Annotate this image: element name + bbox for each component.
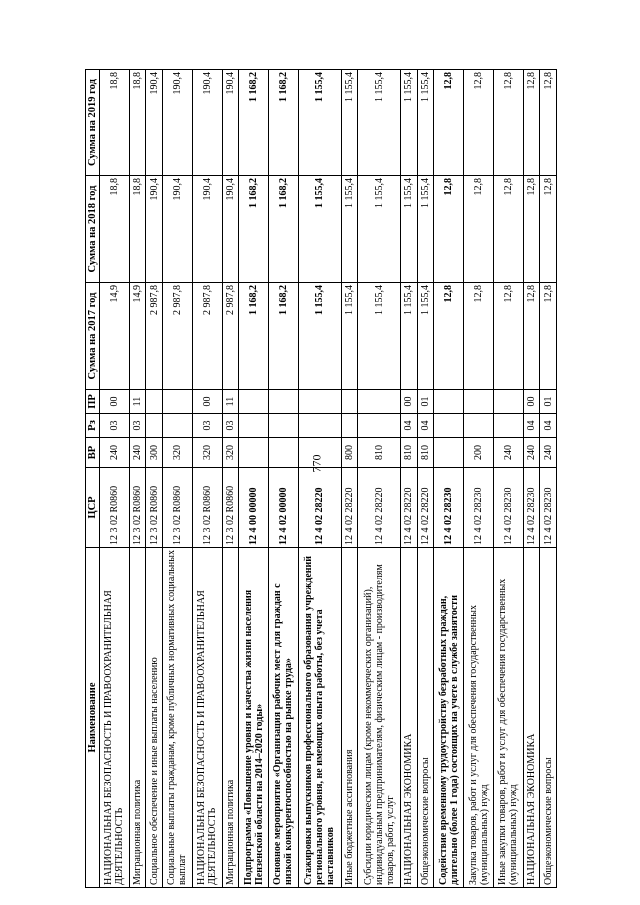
cell-csr: 12 3 02 R0860 bbox=[163, 468, 193, 548]
cell-sum-2018: 18,8 bbox=[129, 176, 146, 283]
table-row bbox=[268, 70, 298, 888]
cell-csr: 12 4 02 28230 bbox=[523, 468, 540, 548]
cell-pr bbox=[358, 390, 401, 414]
cell-csr: 12 3 02 R0860 bbox=[146, 468, 163, 548]
cell-sum-2017: 12,8 bbox=[540, 283, 557, 390]
cell-name: Подпрограмма «Повышение уровня и качества жизни населения Пензенской области на 2014–2020 годы» bbox=[239, 548, 269, 888]
cell-vr: 810 bbox=[417, 438, 434, 468]
cell-sum-2018: 1 155,4 bbox=[401, 176, 418, 283]
cell-name: Миграционная политика bbox=[129, 548, 146, 888]
cell-vr: 300 bbox=[146, 438, 163, 468]
cell-name: Закупка товаров, работ и услуг для обеспечения государственных (муниципальных) нужд bbox=[464, 548, 494, 888]
cell-sum-2017: 12,8 bbox=[464, 283, 494, 390]
cell-rz: 04 bbox=[540, 414, 557, 438]
cell-pr bbox=[268, 390, 298, 414]
cell-sum-2018: 12,8 bbox=[464, 176, 494, 283]
cell-sum-2017: 1 155,4 bbox=[417, 283, 434, 390]
cell-vr bbox=[239, 438, 269, 468]
cell-sum-2017: 1 155,4 bbox=[358, 283, 401, 390]
cell-pr: 00 bbox=[100, 390, 130, 414]
cell-sum-2018: 190,4 bbox=[222, 176, 239, 283]
cell-pr bbox=[146, 390, 163, 414]
cell-sum-2018: 1 168,2 bbox=[239, 176, 269, 283]
cell-name: Социальные выплаты гражданам, кроме публичных нормативных социальных выплат bbox=[163, 548, 193, 888]
cell-sum-2018: 12,8 bbox=[523, 176, 540, 283]
cell-rz bbox=[146, 414, 163, 438]
table-header-row bbox=[86, 70, 100, 888]
cell-pr: 01 bbox=[540, 390, 557, 414]
cell-pr bbox=[239, 390, 269, 414]
header-sum-2019: Сумма на 2019 год bbox=[86, 70, 100, 176]
cell-sum-2017: 2 987,8 bbox=[192, 283, 222, 390]
budget-table bbox=[85, 69, 557, 888]
cell-sum-2018: 12,8 bbox=[540, 176, 557, 283]
cell-sum-2019: 18,8 bbox=[100, 70, 130, 176]
header-pr: ПР bbox=[86, 390, 100, 414]
cell-sum-2018: 18,8 bbox=[100, 176, 130, 283]
cell-sum-2018: 190,4 bbox=[192, 176, 222, 283]
cell-vr: 200 bbox=[464, 438, 494, 468]
table-row bbox=[434, 70, 464, 888]
cell-sum-2017: 1 155,4 bbox=[298, 283, 341, 390]
cell-name: Стажировки выпускников профессионального образования учреждений регионального уровня, не имеющих опыта работы, без учета наставников bbox=[298, 548, 341, 888]
cell-sum-2018: 190,4 bbox=[163, 176, 193, 283]
header-sum-2018: Сумма на 2018 год bbox=[86, 176, 100, 283]
table-row bbox=[163, 70, 193, 888]
table-row bbox=[523, 70, 540, 888]
cell-name: Субсидии юридическим лицам (кроме некоммерческих организаций), индивидуальным предпринимателям, физическим лицам - производителям товаров, работ, услуг bbox=[358, 548, 401, 888]
cell-csr: 12 3 02 R0860 bbox=[192, 468, 222, 548]
cell-rz bbox=[358, 414, 401, 438]
table-row bbox=[239, 70, 269, 888]
cell-rz: 04 bbox=[523, 414, 540, 438]
cell-sum-2017: 14,9 bbox=[100, 283, 130, 390]
table-row bbox=[358, 70, 401, 888]
cell-rz: 03 bbox=[222, 414, 239, 438]
cell-sum-2019: 12,8 bbox=[523, 70, 540, 176]
cell-vr: 320 bbox=[222, 438, 239, 468]
header-name: Наименование bbox=[86, 548, 100, 888]
cell-sum-2017: 12,8 bbox=[493, 283, 523, 390]
cell-sum-2018: 1 168,2 bbox=[268, 176, 298, 283]
cell-csr: 12 4 00 00000 bbox=[239, 468, 269, 548]
table-row bbox=[298, 70, 341, 888]
cell-vr: 240 bbox=[100, 438, 130, 468]
cell-sum-2019: 1 168,2 bbox=[268, 70, 298, 176]
cell-pr: 11 bbox=[129, 390, 146, 414]
cell-name: Социальное обеспечение и иные выплаты населению bbox=[146, 548, 163, 888]
cell-name: Иные закупки товаров, работ и услуг для обеспечения государственных (муниципальных) нужд bbox=[493, 548, 523, 888]
cell-name: Общеэкономические вопросы bbox=[540, 548, 557, 888]
cell-sum-2017: 1 155,4 bbox=[401, 283, 418, 390]
table-row bbox=[129, 70, 146, 888]
cell-sum-2019: 12,8 bbox=[464, 70, 494, 176]
cell-pr bbox=[464, 390, 494, 414]
cell-rz: 04 bbox=[401, 414, 418, 438]
cell-pr: 00 bbox=[523, 390, 540, 414]
cell-pr bbox=[434, 390, 464, 414]
cell-vr: 320 bbox=[163, 438, 193, 468]
header-sum-2017: Сумма на 2017 год bbox=[86, 283, 100, 390]
table-row bbox=[464, 70, 494, 888]
cell-rz bbox=[434, 414, 464, 438]
cell-sum-2017: 1 155,4 bbox=[341, 283, 358, 390]
cell-rz bbox=[493, 414, 523, 438]
cell-sum-2018: 1 155,4 bbox=[341, 176, 358, 283]
cell-sum-2019: 1 155,4 bbox=[417, 70, 434, 176]
table-row bbox=[493, 70, 523, 888]
cell-sum-2017: 2 987,8 bbox=[222, 283, 239, 390]
cell-sum-2017: 2 987,8 bbox=[163, 283, 193, 390]
cell-csr: 12 3 02 R0860 bbox=[100, 468, 130, 548]
cell-sum-2018: 12,8 bbox=[434, 176, 464, 283]
cell-sum-2019: 1 168,2 bbox=[239, 70, 269, 176]
cell-vr bbox=[268, 438, 298, 468]
cell-sum-2019: 1 155,4 bbox=[298, 70, 341, 176]
cell-rz bbox=[298, 414, 341, 438]
cell-sum-2019: 18,8 bbox=[129, 70, 146, 176]
cell-rz: 04 bbox=[417, 414, 434, 438]
cell-vr bbox=[434, 438, 464, 468]
cell-name: Миграционная политика bbox=[222, 548, 239, 888]
page-number: 770 bbox=[309, 454, 324, 473]
cell-rz: 03 bbox=[192, 414, 222, 438]
cell-vr: 240 bbox=[493, 438, 523, 468]
header-vr: ВР bbox=[86, 438, 100, 468]
table-row bbox=[192, 70, 222, 888]
cell-csr: 12 3 02 R0860 bbox=[129, 468, 146, 548]
header-rz: Рз bbox=[86, 414, 100, 438]
cell-csr: 12 4 02 28220 bbox=[401, 468, 418, 548]
cell-sum-2019: 12,8 bbox=[434, 70, 464, 176]
cell-name: Содействие временному трудоустройству безработных граждан, длительно (более 1 года) состоящих на учете в службе занятости bbox=[434, 548, 464, 888]
cell-name: НАЦИОНАЛЬНАЯ БЕЗОПАСНОСТЬ И ПРАВООХРАНИТЕЛЬНАЯ ДЕЯТЕЛЬНОСТЬ bbox=[192, 548, 222, 888]
cell-sum-2017: 12,8 bbox=[434, 283, 464, 390]
table-row bbox=[146, 70, 163, 888]
cell-sum-2019: 190,4 bbox=[192, 70, 222, 176]
cell-sum-2019: 1 155,4 bbox=[358, 70, 401, 176]
cell-pr: 11 bbox=[222, 390, 239, 414]
cell-pr: 01 bbox=[417, 390, 434, 414]
cell-vr: 240 bbox=[540, 438, 557, 468]
cell-vr: 320 bbox=[192, 438, 222, 468]
cell-sum-2018: 190,4 bbox=[146, 176, 163, 283]
cell-sum-2019: 12,8 bbox=[540, 70, 557, 176]
cell-name: НАЦИОНАЛЬНАЯ БЕЗОПАСНОСТЬ И ПРАВООХРАНИТЕЛЬНАЯ ДЕЯТЕЛЬНОСТЬ bbox=[100, 548, 130, 888]
cell-vr: 810 bbox=[401, 438, 418, 468]
cell-sum-2017: 1 168,2 bbox=[268, 283, 298, 390]
cell-sum-2019: 1 155,4 bbox=[341, 70, 358, 176]
cell-vr: 240 bbox=[129, 438, 146, 468]
cell-csr: 12 4 02 28220 bbox=[358, 468, 401, 548]
cell-pr bbox=[493, 390, 523, 414]
budget-table-container bbox=[85, 70, 557, 888]
header-csr: ЦСР bbox=[86, 468, 100, 548]
cell-pr bbox=[298, 390, 341, 414]
cell-sum-2018: 12,8 bbox=[493, 176, 523, 283]
table-row bbox=[417, 70, 434, 888]
table-row bbox=[341, 70, 358, 888]
table-body bbox=[100, 70, 557, 888]
cell-sum-2019: 12,8 bbox=[493, 70, 523, 176]
table-row bbox=[401, 70, 418, 888]
cell-pr: 00 bbox=[401, 390, 418, 414]
cell-rz bbox=[163, 414, 193, 438]
cell-rz bbox=[464, 414, 494, 438]
cell-sum-2018: 1 155,4 bbox=[417, 176, 434, 283]
cell-rz bbox=[239, 414, 269, 438]
cell-csr: 12 4 02 00000 bbox=[268, 468, 298, 548]
cell-sum-2017: 12,8 bbox=[523, 283, 540, 390]
cell-rz bbox=[341, 414, 358, 438]
cell-csr: 12 4 02 28220 bbox=[298, 468, 341, 548]
cell-sum-2018: 1 155,4 bbox=[298, 176, 341, 283]
cell-csr: 12 4 02 28220 bbox=[341, 468, 358, 548]
cell-csr: 12 4 02 28220 bbox=[417, 468, 434, 548]
cell-name: НАЦИОНАЛЬНАЯ ЭКОНОМИКА bbox=[523, 548, 540, 888]
cell-name: Иные бюджетные ассигнования bbox=[341, 548, 358, 888]
cell-name: НАЦИОНАЛЬНАЯ ЭКОНОМИКА bbox=[401, 548, 418, 888]
cell-sum-2019: 190,4 bbox=[163, 70, 193, 176]
table-row bbox=[540, 70, 557, 888]
cell-pr bbox=[163, 390, 193, 414]
cell-pr: 00 bbox=[192, 390, 222, 414]
cell-sum-2019: 190,4 bbox=[222, 70, 239, 176]
cell-rz: 03 bbox=[129, 414, 146, 438]
cell-pr bbox=[341, 390, 358, 414]
cell-name: Общеэкономические вопросы bbox=[417, 548, 434, 888]
cell-sum-2017: 2 987,8 bbox=[146, 283, 163, 390]
cell-csr: 12 4 02 28230 bbox=[493, 468, 523, 548]
cell-sum-2017: 14,9 bbox=[129, 283, 146, 390]
cell-vr bbox=[298, 438, 341, 468]
cell-csr: 12 4 02 28230 bbox=[464, 468, 494, 548]
cell-rz: 03 bbox=[100, 414, 130, 438]
cell-csr: 12 4 02 28230 bbox=[434, 468, 464, 548]
table-row bbox=[222, 70, 239, 888]
cell-sum-2017: 1 168,2 bbox=[239, 283, 269, 390]
cell-rz bbox=[268, 414, 298, 438]
table-row bbox=[100, 70, 130, 888]
cell-sum-2019: 190,4 bbox=[146, 70, 163, 176]
cell-sum-2019: 1 155,4 bbox=[401, 70, 418, 176]
cell-name: Основное мероприятие «Организация рабочих мест для граждан с низкой конкурентоспособностью на рынке труда» bbox=[268, 548, 298, 888]
cell-vr: 240 bbox=[523, 438, 540, 468]
cell-vr: 810 bbox=[358, 438, 401, 468]
cell-csr: 12 4 02 28230 bbox=[540, 468, 557, 548]
cell-csr: 12 3 02 R0860 bbox=[222, 468, 239, 548]
cell-sum-2018: 1 155,4 bbox=[358, 176, 401, 283]
cell-vr: 800 bbox=[341, 438, 358, 468]
